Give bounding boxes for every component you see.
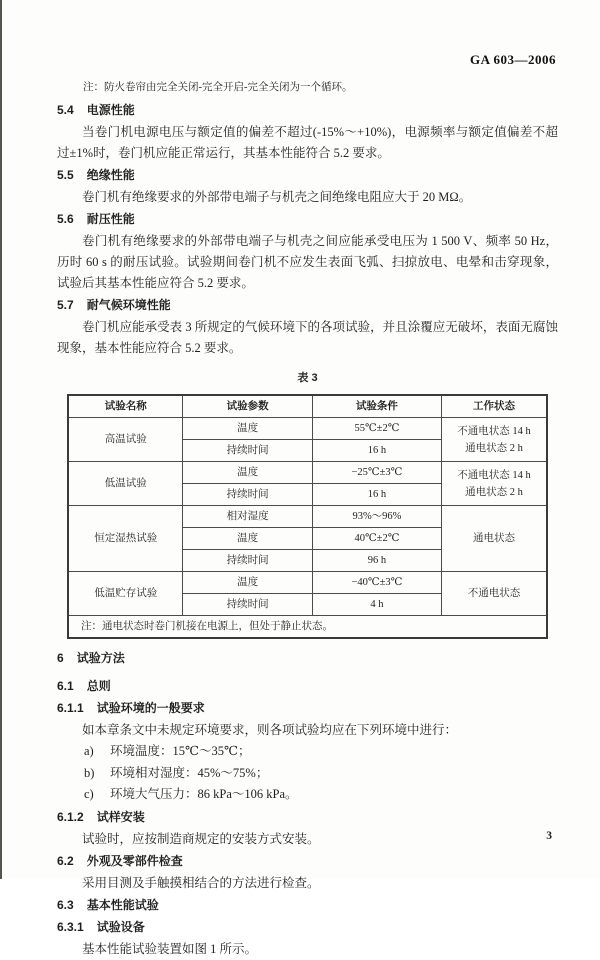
page-number: 3 (546, 830, 552, 842)
condition-cell: 16 h (312, 440, 441, 462)
list-text: 环境大气压力：86 kPa～106 kPa。 (110, 787, 298, 801)
table-note: 注：通电状态时卷门机接在电源上，但处于静止状态。 (68, 616, 547, 639)
table-note-row (68, 616, 547, 639)
table-row (68, 462, 547, 484)
section-heading-6 (57, 648, 558, 669)
section-number: 6.1.2 (57, 809, 84, 824)
table-3 (67, 394, 548, 639)
status-line: 通电状态 2 h (465, 486, 523, 498)
section-heading-6-2 (57, 851, 558, 872)
status-cell (442, 462, 547, 506)
param-cell: 温度 (183, 462, 312, 484)
env-list-item-a (84, 741, 558, 763)
paragraph-5-7: 卷门机应能承受表 3 所规定的气候环境下的各项试验，并且涂覆应无破坏，表面无腐蚀现象，基本性能应符合 5.2 要求。 (57, 320, 558, 355)
table-row (68, 572, 547, 594)
status-line: 不通电状态 (467, 588, 521, 599)
test-name-cell: 低温试验 (68, 462, 183, 506)
col-header-test-parameter: 试验参数 (183, 395, 312, 418)
list-text: 环境相对湿度：45%～75%； (110, 765, 269, 780)
section-number: 6.3.1 (57, 919, 84, 934)
param-cell: 持续时间 (183, 550, 312, 572)
status-cell (442, 506, 547, 572)
status-line: 通电状态 2 h (465, 442, 523, 454)
paragraph-5-5: 卷门机有绝缘要求的外部带电端子与机壳之间绝缘电阻应大于 20 MΩ。 (82, 190, 472, 204)
section-heading-6-1 (57, 676, 558, 697)
condition-cell: 96 h (312, 550, 441, 572)
condition-cell: 93%～96% (312, 506, 441, 528)
section-heading-6-3 (57, 895, 558, 916)
status-line: 不通电状态 14 h (457, 469, 531, 481)
section-heading-6-1-2 (57, 807, 558, 828)
section-number: 5.6 (57, 212, 74, 226)
paragraph-6-1-2: 试验时，应按制造商规定的安装方式安装。 (82, 831, 320, 846)
section-number: 6.3 (57, 897, 74, 912)
table-row (68, 418, 547, 440)
status-line: 通电状态 (473, 533, 516, 544)
list-text: 环境温度：15℃～35℃； (110, 744, 251, 758)
section-heading-5-5 (57, 165, 558, 186)
condition-cell: 4 h (312, 594, 441, 616)
table-row (68, 506, 547, 528)
status-line: 不通电状态 14 h (457, 425, 531, 437)
condition-cell: 55℃±2℃ (312, 418, 441, 440)
test-name-cell: 恒定湿热试验 (68, 506, 183, 572)
condition-cell: 40℃±2℃ (312, 528, 441, 550)
section-number: 6.2 (57, 853, 74, 868)
param-cell: 相对湿度 (183, 506, 312, 528)
test-name-cell: 高温试验 (68, 418, 183, 462)
list-marker: a) (84, 744, 94, 758)
col-header-working-state: 工作状态 (442, 395, 547, 418)
section-number: 6.1 (57, 679, 74, 693)
param-cell: 持续时间 (183, 440, 312, 462)
condition-cell: −40℃±3℃ (312, 572, 441, 594)
section-number: 6.1.1 (57, 701, 84, 715)
env-list-item-c (84, 784, 558, 806)
section-heading-5-6 (57, 209, 558, 230)
table-3-caption: 表 3 (297, 372, 318, 384)
section-number: 5.5 (57, 168, 74, 182)
paragraph-5-6: 卷门机有绝缘要求的外部带电端子与机壳之间应能承受电压为 1 500 V、频率 50 Hz，历时 60 s 的耐压试验。试验期间卷门机不应发生表面飞弧、扫掠放电、电晕和击穿现象，试验后其基本性能应符合 5.2 要求。 (57, 234, 558, 290)
paragraph-5-4: 当卷门机电源电压与额定值的偏差不超过(-15%～+10%)，电源频率与额定值偏差不超过±1%时，卷门机应能正常运行，其基本性能符合 5.2 要求。 (57, 125, 558, 160)
col-header-test-name: 试验名称 (68, 395, 183, 418)
section-title: 绝缘性能 (86, 168, 135, 182)
section-title: 耐气候环境性能 (86, 298, 171, 312)
table-header-row (68, 395, 547, 418)
list-marker: c) (84, 787, 94, 801)
status-cell (442, 418, 547, 462)
section-number: 5.4 (57, 103, 74, 117)
test-name-cell: 低温贮存试验 (68, 572, 183, 616)
section-title: 试验方法 (76, 651, 125, 665)
param-cell: 持续时间 (183, 484, 312, 506)
param-cell: 温度 (183, 418, 312, 440)
section-title: 试验环境的一般要求 (96, 701, 205, 715)
param-cell: 温度 (183, 528, 312, 550)
status-cell (442, 572, 547, 616)
condition-cell: −25℃±3℃ (312, 462, 441, 484)
condition-cell: 16 h (312, 484, 441, 506)
section-title: 外观及零部件检查 (86, 853, 183, 868)
section-number: 5.7 (57, 298, 74, 312)
document-content (57, 80, 558, 960)
section-title: 基本性能试验 (86, 897, 159, 912)
section-heading-5-7 (57, 295, 558, 316)
section-title: 总则 (86, 679, 111, 693)
section-heading-6-1-1 (57, 698, 558, 719)
paragraph-6-2: 采用目测及手触摸相结合的方法进行检查。 (82, 875, 320, 890)
section-title: 电源性能 (86, 103, 135, 117)
env-list-item-b (84, 763, 558, 785)
section-number: 6 (57, 651, 64, 665)
list-marker: b) (84, 765, 95, 780)
section-title: 试验设备 (96, 919, 145, 934)
param-cell: 温度 (183, 572, 312, 594)
col-header-test-condition: 试验条件 (312, 395, 441, 418)
doc-number: GA 603—2006 (469, 52, 556, 67)
note-cycle-definition: 注：防火卷帘由完全关闭-完全开启-完全关闭为一个循环。 (83, 82, 353, 93)
section-title: 耐压性能 (86, 212, 135, 226)
paragraph-6-3-1: 基本性能试验装置如图 1 所示。 (82, 941, 258, 956)
section-heading-6-3-1 (57, 917, 558, 938)
paragraph-6-1-1: 如本章条文中未规定环境要求，则各项试验均应在下列环境中进行： (82, 723, 458, 737)
scan-edge-artifact (0, 0, 2, 879)
section-title: 试样安装 (96, 809, 145, 824)
section-heading-5-4 (57, 100, 558, 121)
param-cell: 持续时间 (183, 594, 312, 616)
